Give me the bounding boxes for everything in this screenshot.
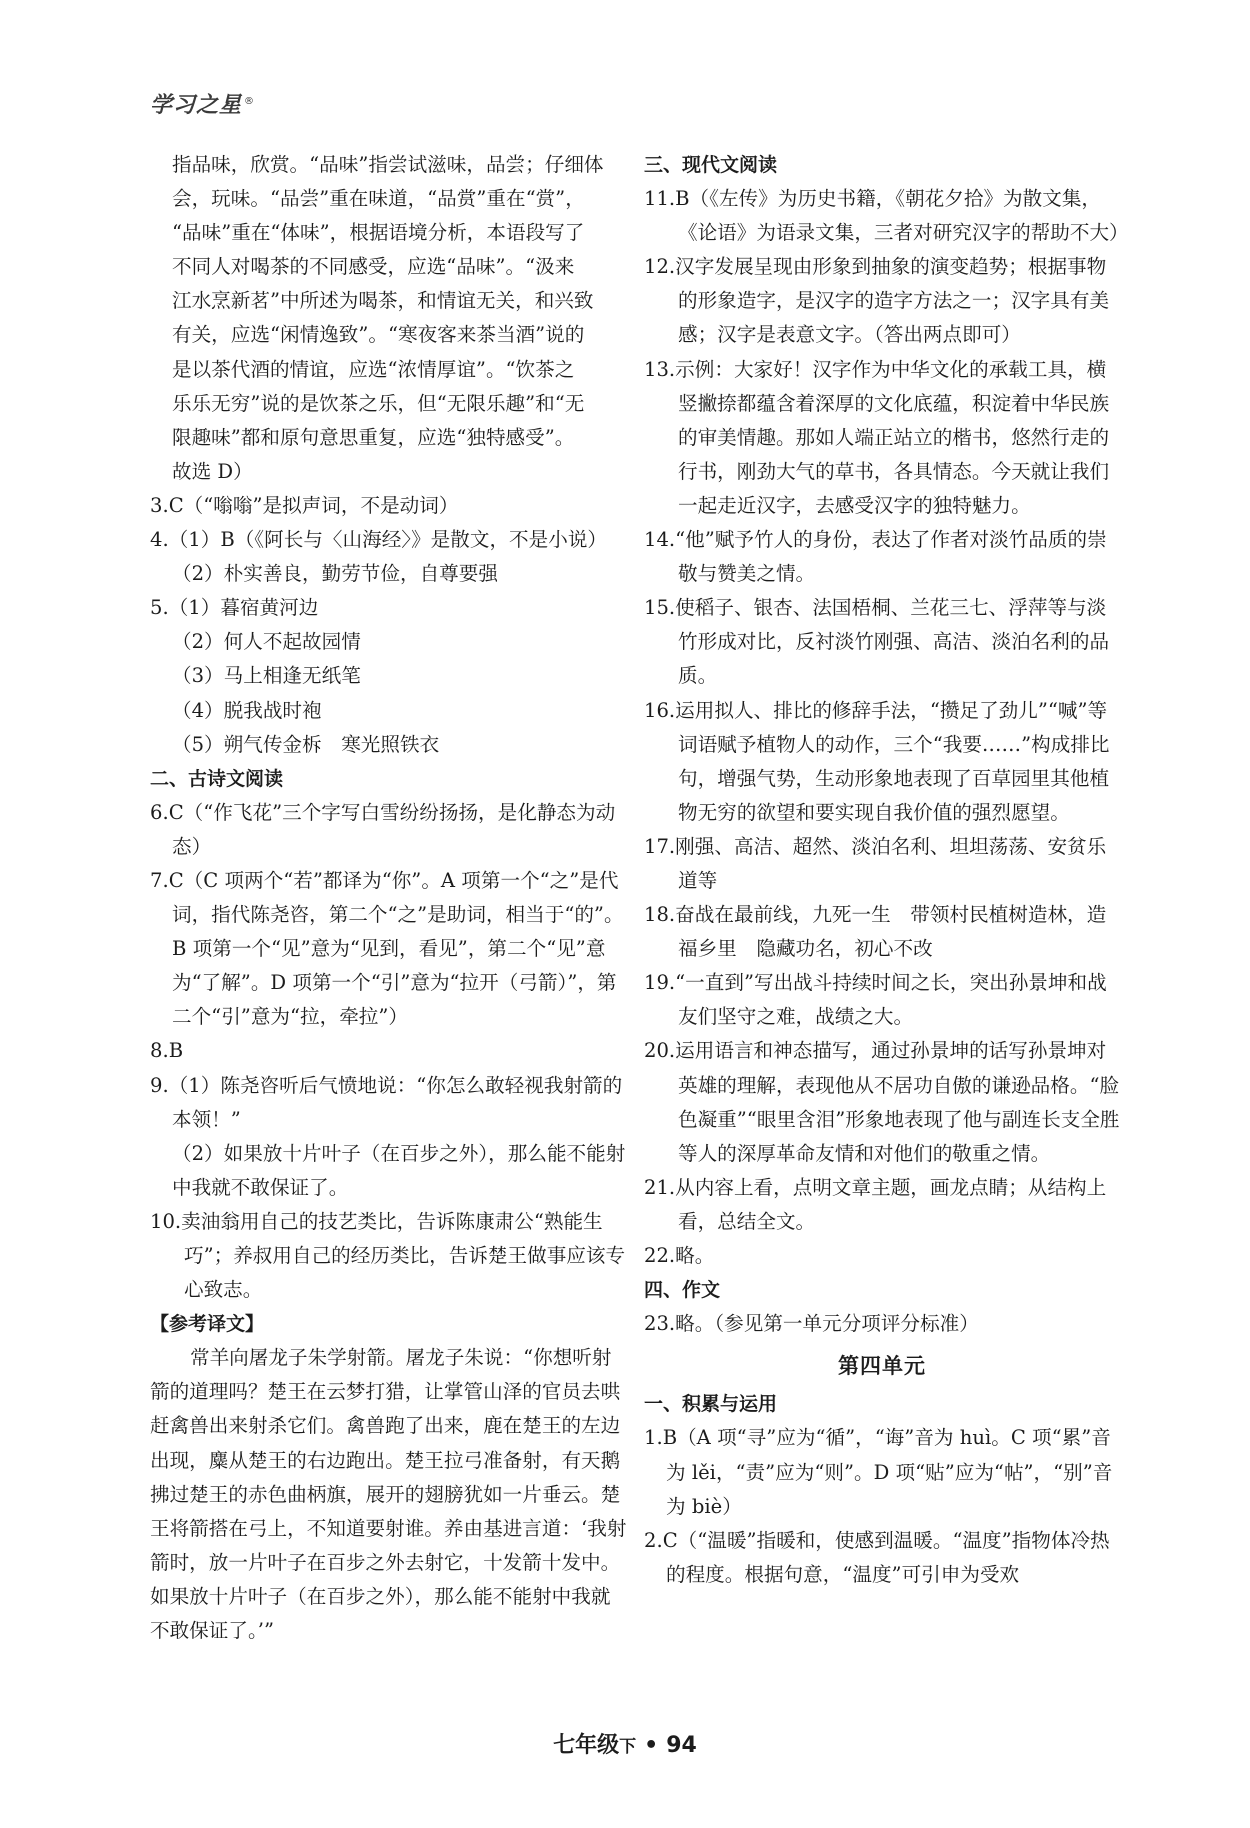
brand-name: 学习之星 (150, 93, 243, 118)
term-label: 下 (619, 1737, 637, 1757)
answer-23: 23.略。（参见第一单元分项评分标准） (644, 1312, 979, 1336)
q2-continued-line: 故选 D） (172, 459, 253, 483)
unit4-answer-2: 2.C（“温暖”指暖和，使感到温暖。“温度”指物体冷热的程度。根据句意，“温度”可引申为受欢 (644, 1528, 1110, 1586)
page-number: 94 (666, 1733, 697, 1758)
page-footer (0, 1728, 1250, 1759)
answer-18: 18.奋战在最前线，九死一生 带领村民植树造林，造福乡里 隐藏功名，初心不改 (644, 903, 1107, 961)
answer-15: 15.使稻子、银杏、法国梧桐、兰花三七、浮萍等与淡竹形成对比，反衬淡竹刚强、高洁、淡泊名利的品质。 (644, 596, 1110, 688)
answer-21: 21.从内容上看，点明文章主题，画龙点睛；从结构上看，总结全文。 (644, 1175, 1107, 1233)
registered-mark: ® (244, 95, 256, 107)
q2-continued-line: 有关，应选“闲情逸致”。“寒夜客来茶当酒”说的 (172, 323, 585, 347)
q2-continued-line: 是以茶代酒的情谊，应选“浓情厚谊”。“饮茶之 (172, 357, 575, 381)
q2-continued-line: “品味”重在“体味”，根据语境分析，本语段写了 (172, 221, 585, 245)
answer-5-1: 5.（1）暮宿黄河边 (150, 596, 319, 620)
answer-9-2: （2）如果放十片叶子（在百步之外），那么能不能射中我就不敢保证了。 (172, 1141, 626, 1199)
answer-5-5: （5）朔气传金柝 寒光照铁衣 (172, 732, 440, 756)
unit-title: 第四单元 (838, 1354, 926, 1379)
left-column (150, 148, 630, 1648)
answer-3: 3.C（“嗡嗡”是拟声词，不是动词） (150, 493, 459, 517)
q2-continued-line: 乐乐无穷”说的是饮茶之乐，但“无限乐趣”和“无 (172, 391, 585, 415)
q2-continued-line: 指品味，欣赏。“品味”指尝试滋味，品尝；仔细体 (172, 153, 604, 176)
answer-7: 7.C（C 项两个“若”都译为“你”。A 项第一个“之”是代词，指代陈尧咨，第二个“之”是助词，相当于“的”。B 项第一个“见”意为“见到，看见”，第二个“见”意为“了解”。D 项第一个“引”意为“拉开（弓箭）”，第二个“引”意为“拉，牵拉”） (150, 868, 624, 1029)
q2-continued-line: 会，玩味。“品尝”重在味道，“品赏”重在“赏”， (172, 187, 585, 211)
answer-20: 20.运用语言和神态描写，通过孙景坤的话写孙景坤对英雄的理解，表现他从不居功自傲的谦逊品格。“脸色凝重”“眼里含泪”形象地表现了他与副连长支全胜等人的深厚革命友情和对他们的敬重之情。 (644, 1039, 1120, 1165)
section-heading-1: 一、积累与运用 (644, 1393, 778, 1416)
grade-label: 七年级 (553, 1733, 620, 1758)
answer-13: 13.示例：大家好！汉字作为中华文化的承载工具，横竖撇捺都蕴含着深厚的文化底蕴，积淀着中华民族的审美情趣。那如人端正站立的楷书，悠然行走的行书，刚劲大气的草书，各具情态。今天就让我们一起走近汉字，去感受汉字的独特魅力。 (644, 357, 1110, 517)
answer-10: 10.卖油翁用自己的技艺类比，告诉陈康肃公“熟能生巧”；养叔用自己的经历类比，告诉楚王做事应该专心致志。 (150, 1209, 626, 1302)
answer-14: 14.“他”赋予竹人的身份，表达了作者对淡竹品质的崇敬与赞美之情。 (644, 528, 1107, 586)
answer-9-1: 9.（1）陈尧咨听后气愤地说：“你怎么敢轻视我射箭的本领！” (150, 1073, 623, 1131)
answer-5-3: （3）马上相逢无纸笔 (172, 664, 361, 688)
footer-dot: • (644, 1733, 659, 1758)
answer-16: 16.运用拟人、排比的修辞手法，“攒足了劲儿”“喊”等词语赋予植物人的动作，三个“我要……”构成排比句，增强气势，生动形象地表现了百草园里其他植物无穷的欲望和要实现自我价值的强烈愿望。 (644, 698, 1110, 824)
section-heading-2: 二、古诗文阅读 (150, 767, 284, 790)
right-column (644, 148, 1129, 1592)
answer-4-1: 4.（1）B（《阿长与〈山海经〉》是散文，不是小说） (150, 528, 608, 552)
q2-continued-line: 不同人对喝茶的不同感受，应选“品味”。“汲来 (172, 255, 575, 279)
answer-12: 12.汉字发展呈现由形象到抽象的演变趋势；根据事物的形象造字，是汉字的造字方法之一；汉字具有美感；汉字是表意文字。（答出两点即可） (644, 255, 1110, 347)
section-heading-4: 四、作文 (644, 1279, 721, 1302)
answer-19: 19.“一直到”写出战斗持续时间之长，突出孙景坤和战友们坚守之难，战绩之大。 (644, 971, 1107, 1029)
section-heading-3: 三、现代文阅读 (644, 154, 778, 176)
reference-translation-tag: 【参考译文】 (150, 1313, 265, 1336)
answer-17: 17.刚强、高洁、超然、淡泊名利、坦坦荡荡、安贫乐道等 (644, 834, 1107, 892)
answer-4-2: （2）朴实善良，勤劳节俭，自尊要强 (172, 562, 498, 586)
answer-11: 11.B（《左传》为历史书籍，《朝花夕拾》为散文集，《论语》为语录文集，三者对研究汉字的帮助不大） (644, 187, 1129, 245)
answer-5-2: （2）何人不起故园情 (172, 630, 361, 654)
answer-8: 8.B (150, 1039, 184, 1063)
brand-logo (150, 88, 255, 119)
answer-6: 6.C（“作飞花”三个字写白雪纷纷扬扬，是化静态为动态） (150, 800, 616, 858)
answer-22: 22.略。 (644, 1244, 715, 1267)
answer-5-4: （4）脱我战时袍 (172, 698, 322, 722)
q2-continued-line: 限趣味”都和原句意思重复，应选“独特感受”。 (172, 425, 575, 449)
q2-continued-line: 江水烹新茗”中所述为喝茶，和情谊无关，和兴致 (172, 289, 594, 313)
unit4-answer-1: 1.B（A 项“寻”应为“循”，“诲”音为 huì。C 项“累”音为 lěi，“责”应为“则”。D 项“贴”应为“帖”，“别”音为 biè） (644, 1426, 1113, 1518)
reference-translation-text: 常羊向屠龙子朱学射箭。屠龙子朱说：“你想听射箭的道理吗？楚王在云梦打猎，让掌管山泽的官员去哄赶禽兽出来射杀它们。禽兽跑了出来，鹿在楚王的左边出现，麋从楚王的右边跑出。楚王拉弓准备射，有天鹅拂过楚王的赤色曲柄旗，展开的翅膀犹如一片垂云。楚王将箭搭在弓上，不知道要射谁。养由基进言道：‘我射箭时，放一片叶子在百步之外去射它，十发箭十发中。如果放十片叶子（在百步之外），那么能不能射中我就不敢保证了。’” (150, 1346, 627, 1643)
